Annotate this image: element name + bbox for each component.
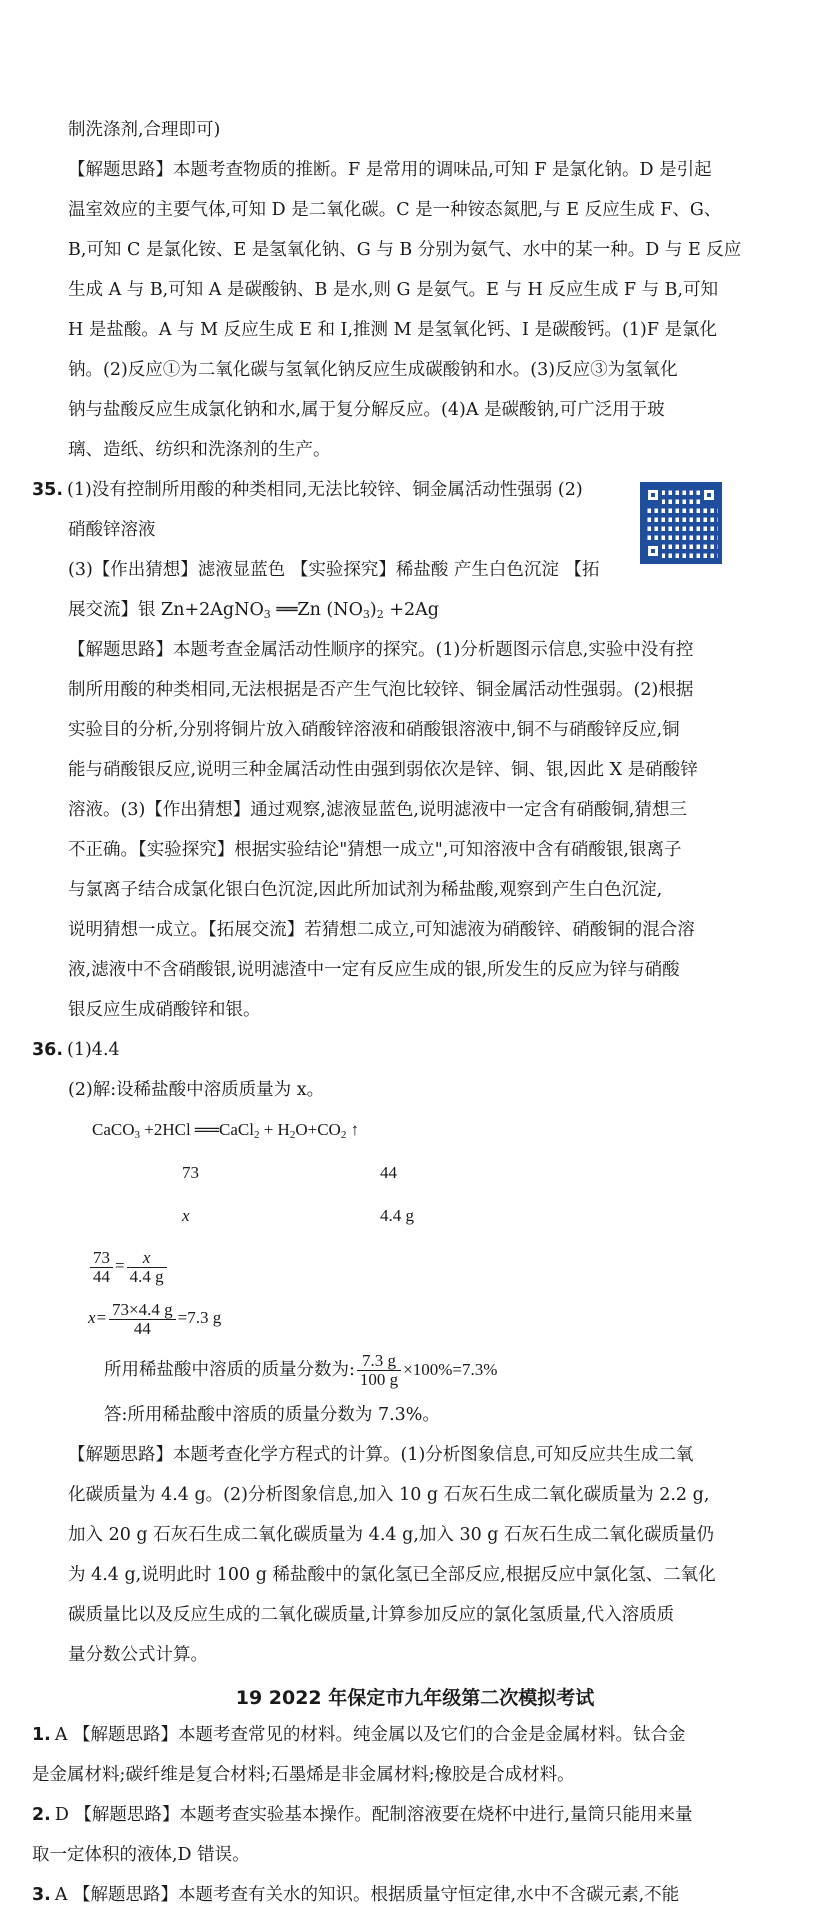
text-line: 液,滤液中不含硝酸银,说明滤渣中一定有反应生成的银,所发生的反应为锌与硝酸: [68, 960, 680, 980]
text-line: 钠与盐酸反应生成氯化钠和水,属于复分解反应。(4)A 是碳酸钠,可广泛用于玻: [68, 400, 665, 420]
q1-line: 1. A 【解题思路】本题考查常见的材料。纯金属以及它们的合金是金属材料。钛合金: [32, 1725, 686, 1745]
q35-line: 硝酸锌溶液: [68, 520, 156, 540]
text-line: B,可知 C 是氯化铵、E 是氢氧化钠、G 与 B 分别为氨气、水中的某一种。D 与 E 反应: [68, 240, 742, 260]
text-line: 与氯离子结合成氯化银白色沉淀,因此所加试剂为稀盐酸,观察到产生白色沉淀,: [68, 880, 663, 900]
q35-line: (3)【作出猜想】滤液显蓝色 【实验探究】稀盐酸 产生白色沉淀 【拓: [68, 560, 600, 580]
text-line: 银反应生成硝酸锌和银。: [68, 1000, 261, 1020]
final-answer: 答:所用稀盐酸中溶质的质量分数为 7.3%。: [104, 1405, 440, 1425]
text-line: 制洗涤剂,合理即可): [68, 120, 221, 140]
qr-code[interactable]: [640, 482, 722, 564]
q3-line: 3. A 【解题思路】本题考查有关水的知识。根据质量守恒定律,水中不含碳元素,不能: [32, 1885, 680, 1905]
text-line: H 是盐酸。A 与 M 反应生成 E 和 I,推测 M 是氢氧化钙、I 是碳酸钙。(1)F 是氯化: [68, 320, 718, 340]
mass-ratio: 44: [380, 1163, 397, 1182]
text-line: 加入 20 g 石灰石生成二氧化碳质量为 4.4 g,加入 30 g 石灰石生成二氧化碳质量仍: [68, 1525, 715, 1545]
q35-line: [32, 478, 583, 502]
text-line: 实验目的分析,分别将铜片放入硝酸锌溶液和硝酸银溶液中,铜不与硝酸锌反应,铜: [68, 720, 680, 740]
text-line: 【解题思路】本题考查物质的推断。F 是常用的调味品,可知 F 是氯化钠。D 是引起: [68, 160, 712, 180]
text-line: 化碳质量为 4.4 g。(2)分析图象信息,加入 10 g 石灰石生成二氧化碳质量为 2.2 g,: [68, 1485, 710, 1505]
q35-equation: 展交流】银 Zn+2AgNO$_3$ ══Zn $(NO_3)_2 +2Ag$: [68, 600, 439, 621]
q2-line: 2. D 【解题思路】本题考查实验基本操作。配制溶液要在烧杯中进行,量筒只能用来量: [32, 1805, 693, 1825]
proportion: $\frac{73}{44}$ = $\frac{x}{4.4 g}$: [88, 1247, 169, 1286]
text-line: 【解题思路】本题考查金属活动性顺序的探究。(1)分析题图示信息,实验中没有控: [68, 640, 694, 660]
section-title: 19 2022 年保定市九年级第二次模拟考试: [235, 1687, 595, 1709]
percent-calc: 所用稀盐酸中溶质的质量分数为: $\frac{7.3 g}{100 g}$ ×100%=7.3%: [104, 1351, 498, 1389]
q1-line: 是金属材料;碳纤维是复合材料;石墨烯是非金属材料;橡胶是合成材料。: [32, 1765, 575, 1785]
text-line: 生成 A 与 B,可知 A 是碳酸钠、B 是水,则 G 是氨气。E 与 H 反应生成 F 与 B,可知: [68, 280, 719, 300]
text-line: 为 4.4 g,说明此时 100 g 稀盐酸中的氯化氢已全部反应,根据反应中氯化氢、二氧化: [68, 1565, 716, 1585]
text-line: 不正确。【实验探究】根据实验结论"猜想一成立",可知溶液中含有硝酸银,银离子: [68, 840, 682, 860]
q36-line: 36. (1)4.4: [32, 1040, 120, 1060]
text-line: 量分数公式计算。: [68, 1645, 208, 1665]
text-line: 能与硝酸银反应,说明三种金属活动性由强到弱依次是锌、铜、银,因此 X 是硝酸锌: [68, 760, 698, 780]
q35-answer-1: (1)没有控制所用酸的种类相同,无法比较锌、铜金属活动性强弱 (2): [67, 480, 583, 500]
q35-number: 35.: [32, 480, 64, 500]
q2-line: 取一定体积的液体,D 错误。: [32, 1845, 250, 1865]
known-mass: 4.4 g: [380, 1206, 414, 1225]
text-line: 碳质量比以及反应生成的二氧化碳质量,计算参加反应的氯化氢质量,代入溶质质: [68, 1605, 675, 1625]
text-line: 说明猜想一成立。【拓展交流】若猜想二成立,可知滤液为硝酸锌、硝酸铜的混合溶: [68, 920, 695, 940]
text-line: 温室效应的主要气体,可知 D 是二氧化碳。C 是一种铵态氮肥,与 E 反应生成 F、G、: [68, 200, 722, 220]
text-line: 璃、造纸、纺织和洗涤剂的生产。: [68, 440, 331, 460]
q36-number: 36.: [32, 1040, 64, 1060]
chemical-equation: CaCO$_3$ +2HCl ══CaCl$_2$ + $H_2O+CO_2$ ↑: [92, 1120, 360, 1141]
solve-x: x= $\frac{73\times 4.4 g}{44}$ =7.3 g: [88, 1299, 222, 1338]
text-line: 【解题思路】本题考查化学方程式的计算。(1)分析图象信息,可知反应共生成二氧: [68, 1445, 694, 1465]
mass-ratio: 73: [182, 1163, 199, 1182]
unknown-var: x: [182, 1206, 190, 1225]
text-line: 制所用酸的种类相同,无法根据是否产生气泡比较锌、铜金属活动性强弱。(2)根据: [68, 680, 694, 700]
text-line: 溶液。(3)【作出猜想】通过观察,滤液显蓝色,说明滤液中一定含有硝酸铜,猜想三: [68, 800, 687, 820]
text-line: 钠。(2)反应①为二氧化碳与氢氧化钠反应生成碳酸钠和水。(3)反应③为氢氧化: [68, 360, 678, 380]
q36-line: (2)解:设稀盐酸中溶质质量为 x。: [68, 1080, 325, 1100]
